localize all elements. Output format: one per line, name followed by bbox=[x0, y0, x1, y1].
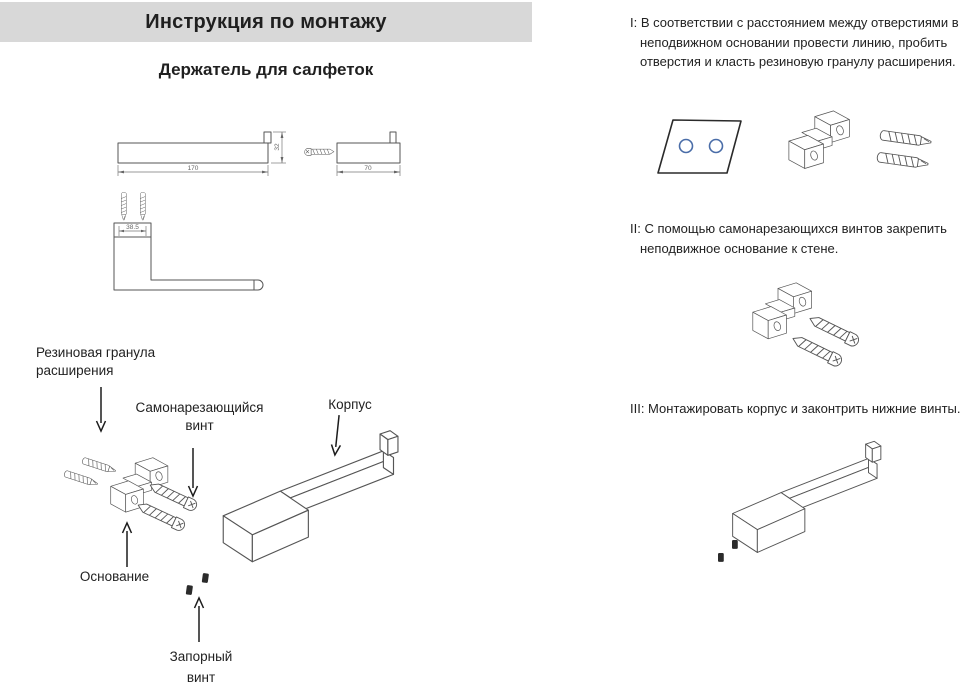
label-body: Корпус bbox=[328, 397, 372, 412]
step-2-illustration bbox=[745, 275, 915, 375]
set-screw-drawing bbox=[718, 553, 724, 562]
drilling-template-drawing bbox=[658, 120, 741, 173]
step-3-illustration bbox=[705, 420, 940, 575]
holder-body-drawing bbox=[733, 441, 881, 552]
label-base: Основание bbox=[79, 569, 150, 584]
dimension-hole-spacing: 38.5 bbox=[126, 224, 139, 231]
product-subtitle: Держатель для салфеток bbox=[158, 60, 374, 79]
base-block-drawing bbox=[789, 111, 849, 169]
label-rubber-plug: Резиновая гранула расширения bbox=[36, 345, 156, 379]
wall-plug-drawing bbox=[121, 192, 126, 220]
wall-plug-drawing bbox=[877, 152, 929, 169]
page-title: Инструкция по монтажу bbox=[145, 10, 387, 33]
dimension-height: 32 bbox=[274, 143, 281, 151]
base-block-drawing bbox=[753, 283, 812, 339]
screw-drawing bbox=[790, 333, 844, 368]
dimension-depth: 70 bbox=[364, 165, 372, 172]
step-1-instruction: I: В соответствии с расстоянием между отверстиями в неподвижном основании провести линию, пробить отверстия и класть резиновую гранулу расширения. bbox=[630, 15, 959, 69]
arrow-up-icon bbox=[192, 597, 206, 643]
screw-drawing bbox=[807, 313, 861, 348]
label-set-screw: Запорный винт bbox=[169, 649, 233, 685]
set-screw-drawing bbox=[732, 540, 738, 549]
set-screw-drawing bbox=[202, 573, 209, 583]
label-self-tapping-screw: Самонарезающийся винт bbox=[135, 400, 264, 434]
screw-drawing bbox=[305, 149, 334, 156]
step-2-instruction: II: С помощью самонарезающихся винтов закрепить неподвижное основание к стене. bbox=[630, 221, 947, 256]
holder-body-drawing bbox=[223, 431, 398, 562]
set-screw-drawing bbox=[186, 585, 193, 595]
end-view-drawing bbox=[305, 132, 400, 176]
technical-drawing bbox=[95, 100, 435, 300]
wall-plug-drawing bbox=[140, 192, 145, 220]
arrow-up-icon bbox=[120, 522, 134, 568]
wall-plug-drawing bbox=[64, 470, 99, 487]
arrow-down-icon bbox=[186, 447, 200, 497]
step-1-illustration bbox=[640, 103, 960, 208]
arrow-down-icon bbox=[94, 386, 108, 432]
step-3-instruction: III: Монтажировать корпус и законтрить нижние винты. bbox=[630, 401, 961, 416]
header-bar bbox=[0, 2, 532, 42]
dimension-length: 170 bbox=[187, 165, 199, 172]
wall-plug-drawing bbox=[82, 457, 117, 474]
side-view-drawing bbox=[118, 132, 286, 176]
wall-plug-drawing bbox=[880, 130, 932, 147]
top-view-drawing bbox=[114, 192, 263, 290]
screw-drawing bbox=[136, 500, 187, 532]
